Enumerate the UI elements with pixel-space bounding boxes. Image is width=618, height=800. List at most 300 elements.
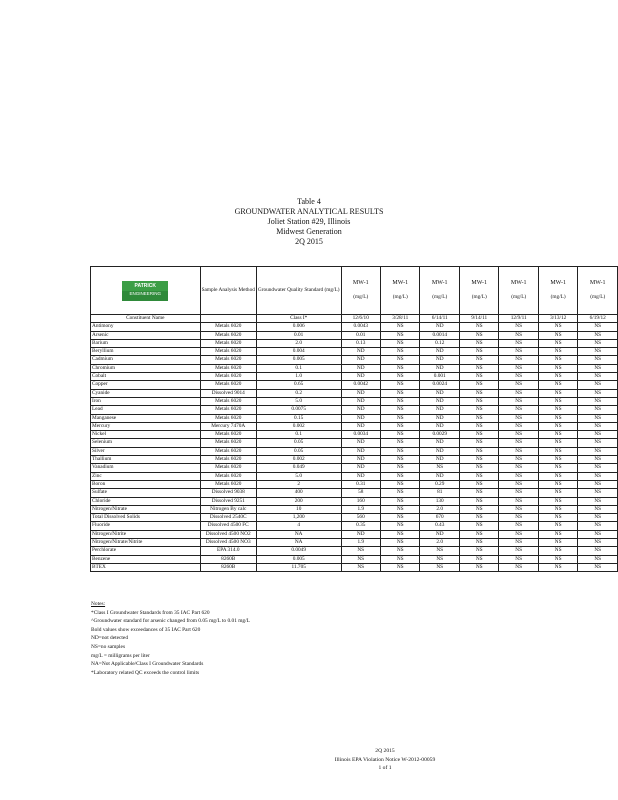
result-value: NS (381, 439, 420, 447)
table-row (91, 464, 618, 472)
result-value: 0.0043 (341, 323, 380, 331)
result-value: NS (381, 489, 420, 497)
constituent-name: Fluoride (91, 522, 201, 530)
result-value: NS (381, 331, 420, 339)
result-value: 670 (420, 514, 459, 522)
result-value: NS (459, 439, 498, 447)
result-value: ND (341, 414, 380, 422)
groundwater-standard: 1,200 (256, 514, 341, 522)
result-value: 0.12 (420, 339, 459, 347)
result-value: NS (459, 456, 498, 464)
table-row (91, 530, 618, 538)
result-value: NS (578, 381, 618, 389)
table-row (91, 555, 618, 563)
result-value: NS (578, 323, 618, 331)
result-value: NS (578, 472, 618, 480)
sample-date: 3/28/11 (381, 315, 420, 323)
result-value: ND (341, 364, 380, 372)
result-value: NS (578, 514, 618, 522)
result-value: 81 (420, 489, 459, 497)
result-value: NS (459, 555, 498, 563)
analysis-method: Metals 6020 (200, 348, 256, 356)
table-row (91, 456, 618, 464)
well-units: (mg/L) (511, 293, 527, 300)
result-value: NS (381, 389, 420, 397)
result-value: NS (381, 431, 420, 439)
result-value: NS (578, 439, 618, 447)
result-value: NS (538, 439, 577, 447)
groundwater-standard: 0.1 (256, 431, 341, 439)
groundwater-standard: 2 (256, 480, 341, 488)
groundwater-results-table (90, 266, 618, 572)
result-value: NS (538, 456, 577, 464)
analysis-method: Metals 6020 (200, 331, 256, 339)
table-row (91, 406, 618, 414)
result-value: NS (381, 505, 420, 513)
groundwater-standard: 0.005 (256, 356, 341, 364)
constituent-name: Copper (91, 381, 201, 389)
page-footer (330, 747, 440, 773)
groundwater-standard: NA (256, 539, 341, 547)
result-value: NS (538, 514, 577, 522)
note-line: NA=Not Applicable/Class I Groundwater Standards (91, 661, 204, 668)
groundwater-standard: 0.1 (256, 364, 341, 372)
well-id: MW-1 (431, 280, 448, 287)
table-row (91, 563, 618, 571)
result-value: NS (578, 339, 618, 347)
result-value: NS (578, 497, 618, 505)
well-units: (mg/L) (471, 293, 487, 300)
result-value: NS (578, 431, 618, 439)
result-value: NS (381, 422, 420, 430)
table-row (91, 505, 618, 513)
table-row (91, 339, 618, 347)
table-row (91, 547, 618, 555)
result-value: NS (499, 331, 538, 339)
constituent-name: Cobalt (91, 373, 201, 381)
result-value: NS (538, 447, 577, 455)
groundwater-standard: 0.0049 (256, 547, 341, 555)
table-row (91, 472, 618, 480)
logo-cell (91, 267, 201, 315)
result-value: NS (538, 356, 577, 364)
constituent-name: Cyanide (91, 389, 201, 397)
result-value: ND (341, 439, 380, 447)
result-value: ND (420, 364, 459, 372)
result-value: ND (341, 456, 380, 464)
result-value: ND (420, 323, 459, 331)
analysis-method: Metals 6020 (200, 339, 256, 347)
result-value: ND (341, 447, 380, 455)
result-value: NS (578, 539, 618, 547)
result-value: 0.35 (341, 522, 380, 530)
table-row (91, 331, 618, 339)
analysis-method: Dissolved 4500 NO2 (200, 530, 256, 538)
result-value: ND (420, 456, 459, 464)
result-value: ND (420, 348, 459, 356)
result-value: NS (459, 406, 498, 414)
result-value: NS (459, 514, 498, 522)
blank-header (200, 315, 256, 323)
result-value: NS (578, 348, 618, 356)
notes-section (91, 600, 250, 677)
analysis-method: Metals 6020 (200, 381, 256, 389)
standard-header: Groundwater Quality Standard (mg/L) (256, 267, 341, 315)
result-value: NS (538, 323, 577, 331)
notes-heading: Notes: (91, 601, 106, 607)
result-value: NS (499, 447, 538, 455)
table-row (91, 514, 618, 522)
result-value: NS (538, 464, 577, 472)
result-value: NS (499, 563, 538, 571)
result-value: NS (420, 555, 459, 563)
well-header (381, 267, 420, 315)
result-value: ND (420, 406, 459, 414)
result-value: NS (538, 397, 577, 405)
result-value: NS (538, 522, 577, 530)
result-value: NS (499, 505, 538, 513)
header-row (91, 267, 618, 315)
well-id: MW-1 (550, 280, 567, 287)
constituent-name: Zinc (91, 472, 201, 480)
well-id: MW-1 (510, 280, 527, 287)
constituent-name: Thallium (91, 456, 201, 464)
result-value: NS (578, 489, 618, 497)
footer-quarter: 2Q 2015 (375, 748, 395, 754)
result-value: NS (499, 497, 538, 505)
result-value: NS (578, 356, 618, 364)
result-value: NS (381, 464, 420, 472)
table-row (91, 489, 618, 497)
result-value: NS (578, 422, 618, 430)
groundwater-standard: 2.0 (256, 339, 341, 347)
result-value: NS (499, 348, 538, 356)
analysis-method: Nitrogen By calc (200, 505, 256, 513)
groundwater-standard: 0.002 (256, 456, 341, 464)
constituent-name: Arsenic (91, 331, 201, 339)
analysis-method: Dissolved 9038 (200, 489, 256, 497)
result-value: NS (459, 480, 498, 488)
result-value: NS (499, 381, 538, 389)
result-value: NS (341, 547, 380, 555)
result-value: NS (499, 514, 538, 522)
result-value: 0.0029 (420, 431, 459, 439)
groundwater-standard: 0.004 (256, 348, 341, 356)
table-row (91, 373, 618, 381)
result-value: 0.0042 (341, 381, 380, 389)
analysis-method: Metals 6020 (200, 373, 256, 381)
constituent-name: Iron (91, 397, 201, 405)
groundwater-standard: 0.049 (256, 464, 341, 472)
table-title (0, 197, 618, 247)
title-line-2: GROUNDWATER ANALYTICAL RESULTS (234, 207, 384, 216)
result-value: ND (341, 464, 380, 472)
result-value: 0.29 (420, 480, 459, 488)
result-value: NS (578, 563, 618, 571)
analysis-method: Dissolved 2540C (200, 514, 256, 522)
result-value: 130 (420, 497, 459, 505)
constituent-name: Nitrogen/Nitrate/Nitrite (91, 539, 201, 547)
results-body (91, 323, 618, 572)
well-header (499, 267, 538, 315)
analysis-method: Dissolved 9014 (200, 389, 256, 397)
result-value: ND (420, 422, 459, 430)
result-value: NS (499, 422, 538, 430)
result-value: NS (538, 406, 577, 414)
constituent-name: Nitrogen/Nitrate (91, 505, 201, 513)
result-value: NS (578, 480, 618, 488)
well-header (341, 267, 380, 315)
constituent-name: Boron (91, 480, 201, 488)
analysis-method: EPA 314.0 (200, 547, 256, 555)
analysis-method: Metals 6020 (200, 480, 256, 488)
result-value: NS (578, 547, 618, 555)
table-row (91, 497, 618, 505)
constituent-name: Chromium (91, 364, 201, 372)
table-row (91, 422, 618, 430)
result-value: NS (578, 522, 618, 530)
groundwater-standard: 0.05 (256, 447, 341, 455)
table-row (91, 389, 618, 397)
result-value: NS (420, 563, 459, 571)
analysis-method: Dissolved 9251 (200, 497, 256, 505)
sample-date: 6/14/11 (420, 315, 459, 323)
result-value: NS (459, 431, 498, 439)
result-value: NS (538, 539, 577, 547)
groundwater-standard: 0.0075 (256, 406, 341, 414)
title-line-5: 2Q 2015 (295, 237, 323, 246)
result-value: NS (381, 456, 420, 464)
groundwater-standard: 0.05 (256, 439, 341, 447)
result-value: NS (459, 563, 498, 571)
subheader-row (91, 315, 618, 323)
well-units: (mg/L) (432, 293, 448, 300)
groundwater-standard: 200 (256, 497, 341, 505)
result-value: NS (459, 397, 498, 405)
result-value: 0.43 (420, 522, 459, 530)
result-value: NS (459, 489, 498, 497)
result-value: NS (499, 431, 538, 439)
groundwater-standard: 0.01 (256, 331, 341, 339)
result-value: NS (381, 547, 420, 555)
result-value: NS (538, 373, 577, 381)
result-value: NS (381, 356, 420, 364)
analysis-method: Mercury 7470A (200, 422, 256, 430)
note-line: ND=not detected (91, 635, 129, 642)
result-value: NS (459, 447, 498, 455)
sample-date: 6/19/12 (578, 315, 618, 323)
result-value: NS (499, 539, 538, 547)
result-value: NS (459, 331, 498, 339)
result-value: NS (459, 414, 498, 422)
result-value: NS (459, 522, 498, 530)
analysis-method: Metals 6020 (200, 464, 256, 472)
result-value: NS (459, 547, 498, 555)
result-value: NS (381, 530, 420, 538)
result-value: NS (538, 431, 577, 439)
constituent-name: Selenium (91, 439, 201, 447)
note-line: *Laboratory related QC exceeds the control limits (91, 669, 200, 676)
title-line-4: Midwest Generation (276, 227, 342, 236)
result-value: NS (578, 389, 618, 397)
analysis-method: Metals 6020 (200, 439, 256, 447)
analysis-method: Dissolved 4500 NO3 (200, 539, 256, 547)
result-value: NS (538, 381, 577, 389)
result-value: NS (459, 381, 498, 389)
result-value: NS (578, 414, 618, 422)
constituent-name: Silver (91, 447, 201, 455)
groundwater-standard: 4 (256, 522, 341, 530)
result-value: NS (499, 389, 538, 397)
result-value: NS (459, 389, 498, 397)
constituent-name: Chloride (91, 497, 201, 505)
constituent-name: Lead (91, 406, 201, 414)
result-value: ND (341, 356, 380, 364)
well-id: MW-1 (392, 280, 409, 287)
analysis-method: Metals 6020 (200, 364, 256, 372)
result-value: ND (341, 373, 380, 381)
note-line: *Class I Groundwater Standards from 35 IAC Part 620 (91, 609, 210, 616)
result-value: ND (341, 389, 380, 397)
table-row (91, 356, 618, 364)
constituent-name: Benzene (91, 555, 201, 563)
groundwater-standard: 0.006 (256, 323, 341, 331)
well-header (420, 267, 459, 315)
result-value: ND (420, 414, 459, 422)
result-value: ND (420, 439, 459, 447)
result-value: NS (538, 348, 577, 356)
analysis-method: Metals 6020 (200, 406, 256, 414)
constituent-name: Sulfate (91, 489, 201, 497)
well-units: (mg/L) (590, 293, 606, 300)
result-value: NS (538, 480, 577, 488)
result-value: NS (538, 414, 577, 422)
groundwater-standard: 5.0 (256, 397, 341, 405)
note-line: mg/L = milligrams per liter (91, 652, 150, 659)
result-value: 2.0 (420, 505, 459, 513)
result-value: NS (381, 497, 420, 505)
result-value: ND (420, 447, 459, 455)
result-value: ND (341, 472, 380, 480)
method-header: Sample Analysis Method (200, 267, 256, 315)
table-row (91, 381, 618, 389)
result-value: NS (499, 373, 538, 381)
result-value: NS (538, 505, 577, 513)
result-value: ND (420, 472, 459, 480)
result-value: NS (420, 464, 459, 472)
result-value: NS (341, 555, 380, 563)
result-value: NS (381, 373, 420, 381)
footer-violation-notice: Illinois EPA Violation Notice W-2012-00059 (334, 756, 436, 763)
result-value: NS (578, 456, 618, 464)
analysis-method: Metals 6020 (200, 323, 256, 331)
result-value: NS (538, 547, 577, 555)
well-units: (mg/L) (550, 293, 566, 300)
result-value: NS (499, 530, 538, 538)
result-value: NS (538, 331, 577, 339)
result-value: 2.0 (420, 539, 459, 547)
result-value: NS (578, 406, 618, 414)
well-units: (mg/L) (353, 293, 369, 300)
table-row (91, 539, 618, 547)
result-value: NS (381, 323, 420, 331)
groundwater-standard: NA (256, 530, 341, 538)
result-value: NS (538, 530, 577, 538)
constituent-name: Total Dissolved Solids (91, 514, 201, 522)
analysis-method: Metals 6020 (200, 414, 256, 422)
constituent-name: BTEX (91, 563, 201, 571)
result-value: NS (578, 505, 618, 513)
groundwater-standard: 0.002 (256, 422, 341, 430)
result-value: NS (459, 364, 498, 372)
result-value: NS (381, 406, 420, 414)
well-units: (mg/L) (392, 293, 408, 300)
result-value: NS (459, 497, 498, 505)
result-value: NS (538, 472, 577, 480)
table-row (91, 397, 618, 405)
result-value: 0.0034 (341, 431, 380, 439)
result-value: ND (420, 356, 459, 364)
result-value: 160 (341, 497, 380, 505)
standard-class: Class I* (256, 315, 341, 323)
result-value: NS (538, 563, 577, 571)
result-value: NS (459, 373, 498, 381)
groundwater-standard: 0.2 (256, 389, 341, 397)
result-value: NS (499, 464, 538, 472)
groundwater-standard: 10 (256, 505, 341, 513)
title-line-1: Table 4 (297, 197, 321, 206)
groundwater-standard: 0.15 (256, 414, 341, 422)
result-value: NS (381, 414, 420, 422)
result-value: NS (341, 563, 380, 571)
constituent-name: Manganese (91, 414, 201, 422)
result-value: 1.9 (341, 539, 380, 547)
result-value: NS (420, 547, 459, 555)
analysis-method: 8260B (200, 555, 256, 563)
table-row (91, 431, 618, 439)
table-row (91, 522, 618, 530)
well-header (538, 267, 577, 315)
result-value: ND (420, 530, 459, 538)
result-value: NS (499, 472, 538, 480)
result-value: 0.13 (341, 339, 380, 347)
groundwater-standard: 400 (256, 489, 341, 497)
title-line-3: Joliet Station #29, Illinois (267, 217, 351, 226)
result-value: NS (578, 397, 618, 405)
result-value: NS (499, 356, 538, 364)
result-value: NS (538, 389, 577, 397)
well-id: MW-1 (352, 280, 369, 287)
result-value: NS (381, 348, 420, 356)
result-value: NS (459, 472, 498, 480)
result-value: ND (341, 530, 380, 538)
result-value: 58 (341, 489, 380, 497)
groundwater-standard: 0.005 (256, 555, 341, 563)
result-value: NS (499, 397, 538, 405)
result-value: NS (499, 489, 538, 497)
result-value: NS (499, 323, 538, 331)
well-id: MW-1 (471, 280, 488, 287)
result-value: NS (499, 480, 538, 488)
result-value: NS (381, 480, 420, 488)
result-value: NS (381, 539, 420, 547)
result-value: ND (341, 397, 380, 405)
result-value: 0.31 (341, 480, 380, 488)
constituent-name: Nickel (91, 431, 201, 439)
groundwater-standard: 5.0 (256, 472, 341, 480)
result-value: NS (538, 422, 577, 430)
result-value: ND (420, 389, 459, 397)
